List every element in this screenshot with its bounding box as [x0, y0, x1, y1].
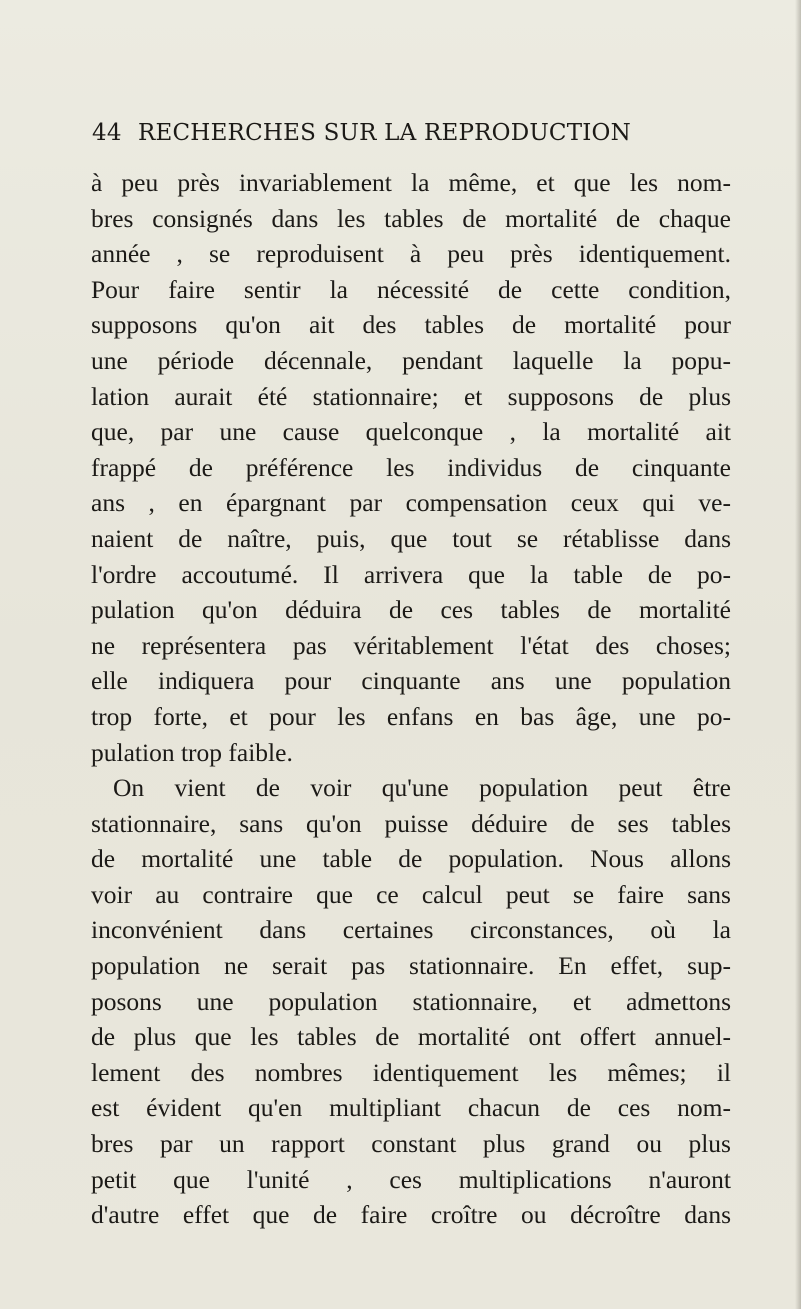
running-title: RECHERCHES SUR LA REPRODUCTION	[138, 120, 631, 146]
text-line: d'autre effet que de faire croître ou décroître dans	[91, 1200, 731, 1230]
text-line: pulation trop faible.	[91, 737, 293, 767]
text-line: frappé de préférence les individus de cinquante	[91, 452, 731, 482]
text-line: de mortalité une table de population. Nous allons	[91, 844, 731, 874]
text-line: lement des nombres identiquement les mêmes; il	[91, 1057, 731, 1087]
text-line: supposons qu'on ait des tables de mortalité pour	[91, 310, 731, 340]
text-line: ans , en épargnant par compensation ceux qui ve-	[91, 488, 731, 518]
running-head	[92, 120, 732, 150]
text-line: est évident qu'en multipliant chacun de ces nom-	[91, 1093, 731, 1123]
text-line: une période décennale, pendant laquelle la popu-	[91, 345, 731, 375]
text-line: pulation qu'on déduira de ces tables de mortalité	[91, 595, 731, 625]
text-line: à peu près invariablement la même, et que les nom-	[91, 168, 731, 197]
text-line: voir au contraire que ce calcul peut se faire sans	[91, 879, 731, 909]
text-line: ne représentera pas véritablement l'état des choses;	[91, 630, 731, 660]
text-line: année , se reproduisent à peu près identiquement.	[91, 239, 731, 269]
text-line: bres consignés dans les tables de mortalité de chaque	[91, 203, 731, 233]
paragraph-2	[91, 770, 731, 1233]
text-line: Pour faire sentir la nécessité de cette condition,	[91, 274, 731, 304]
body-text	[91, 165, 731, 1233]
text-line: bres par un rapport constant plus grand ou plus	[91, 1129, 731, 1159]
text-line: naient de naître, puis, que tout se rétablisse dans	[91, 523, 731, 553]
text-line: lation aurait été stationnaire; et supposons de plus	[91, 381, 731, 411]
text-line: population ne serait pas stationnaire. En effet, sup-	[91, 951, 731, 981]
text-line: posons une population stationnaire, et admettons	[91, 986, 731, 1016]
text-line: stationnaire, sans qu'on puisse déduire de ses tables	[91, 808, 731, 838]
text-line: elle indiquera pour cinquante ans une population	[91, 666, 731, 696]
text-line: de plus que les tables de mortalité ont offert annuel-	[91, 1022, 731, 1052]
text-line: l'ordre accoutumé. Il arrivera que la table de po-	[91, 559, 731, 589]
text-line: inconvénient dans certaines circonstances, où la	[91, 915, 731, 945]
page-edge-shadow	[795, 0, 801, 1309]
page-number: 44	[92, 120, 122, 146]
text-line: que, par une cause quelconque , la mortalité ait	[91, 417, 731, 447]
text-line: trop forte, et pour les enfans en bas âge, une po-	[91, 701, 731, 731]
text-line: On vient de voir qu'une population peut être	[113, 773, 731, 803]
paragraph-1	[91, 165, 731, 770]
text-line: petit que l'unité , ces multiplications n'auront	[91, 1164, 731, 1194]
